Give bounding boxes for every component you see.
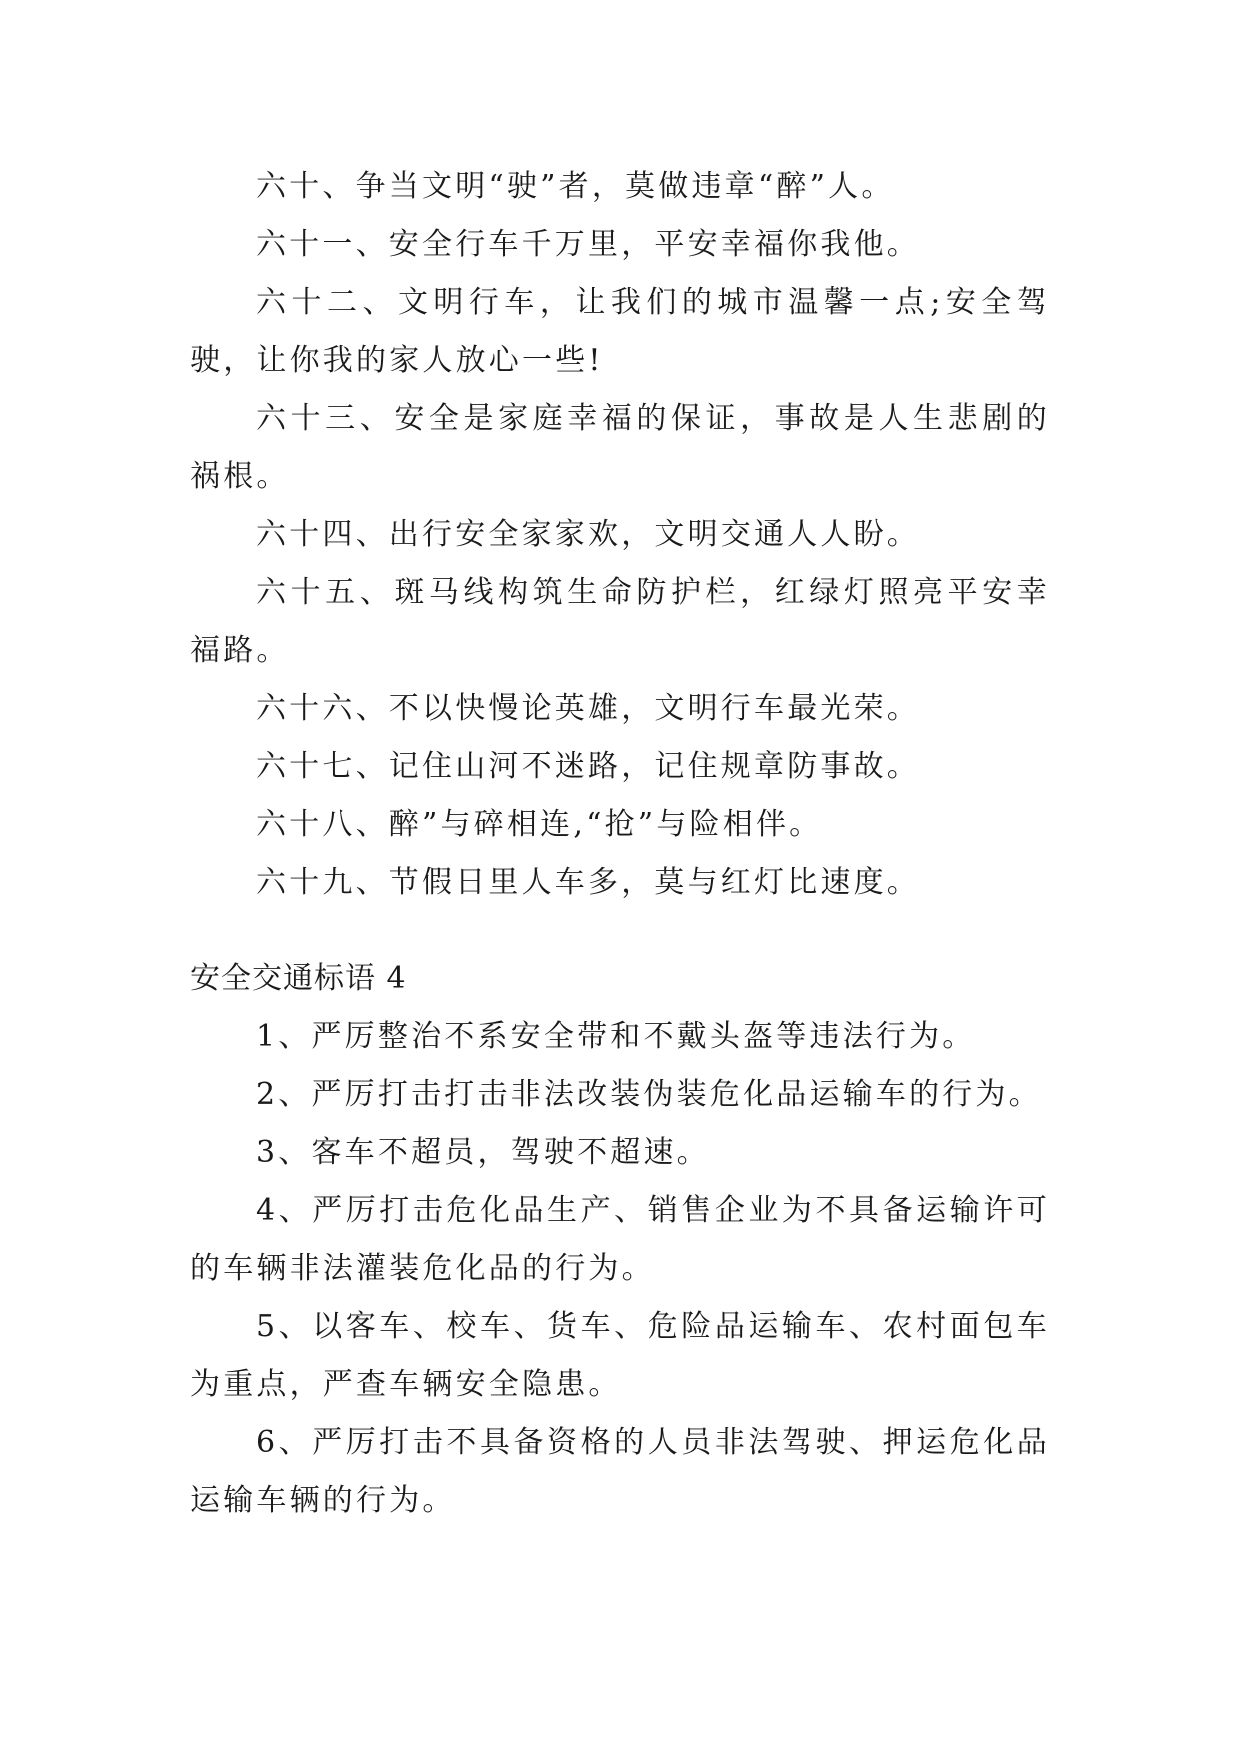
slogan-63: 六十三、安全是家庭幸福的保证，事故是人生悲剧的祸根。 xyxy=(190,401,1050,494)
slogan-item-1: 1、严厉整治不系安全带和不戴头盔等违法行为。 xyxy=(256,1019,976,1054)
slogan-67: 六十七、记住山河不迷路，记住规章防事故。 xyxy=(256,749,920,784)
document-page xyxy=(190,158,1050,1530)
slogan-69: 六十九、节假日里人车多，莫与红灯比速度。 xyxy=(256,865,920,900)
slogan-64: 六十四、出行安全家家欢，文明交通人人盼。 xyxy=(256,517,920,552)
slogan-item-3: 3、客车不超员，驾驶不超速。 xyxy=(256,1135,710,1170)
slogan-62: 六十二、文明行车，让我们的城市温馨一点;安全驾驶，让你我的家人放心一些! xyxy=(190,285,1050,378)
section-heading: 安全交通标语 4 xyxy=(190,961,407,996)
slogan-item-2: 2、严厉打击打击非法改装伪装危化品运输车的行为。 xyxy=(256,1077,1042,1112)
slogan-item-4: 4、严厉打击危化品生产、销售企业为不具备运输许可的车辆非法灌装危化品的行为。 xyxy=(190,1193,1050,1286)
slogan-61: 六十一、安全行车千万里，平安幸福你我他。 xyxy=(256,227,920,262)
slogan-66: 六十六、不以快慢论英雄，文明行车最光荣。 xyxy=(256,691,920,726)
slogan-item-5: 5、以客车、校车、货车、危险品运输车、农村面包车为重点，严查车辆安全隐患。 xyxy=(190,1309,1050,1402)
slogan-68: 六十八、醉”与碎相连,“抢”与险相伴。 xyxy=(256,807,823,842)
slogan-60: 六十、争当文明“驶”者，莫做违章“醉”人。 xyxy=(256,169,895,204)
slogan-item-6: 6、严厉打击不具备资格的人员非法驾驶、押运危化品运输车辆的行为。 xyxy=(190,1425,1050,1518)
slogan-65: 六十五、斑马线构筑生命防护栏，红绿灯照亮平安幸福路。 xyxy=(190,575,1050,668)
